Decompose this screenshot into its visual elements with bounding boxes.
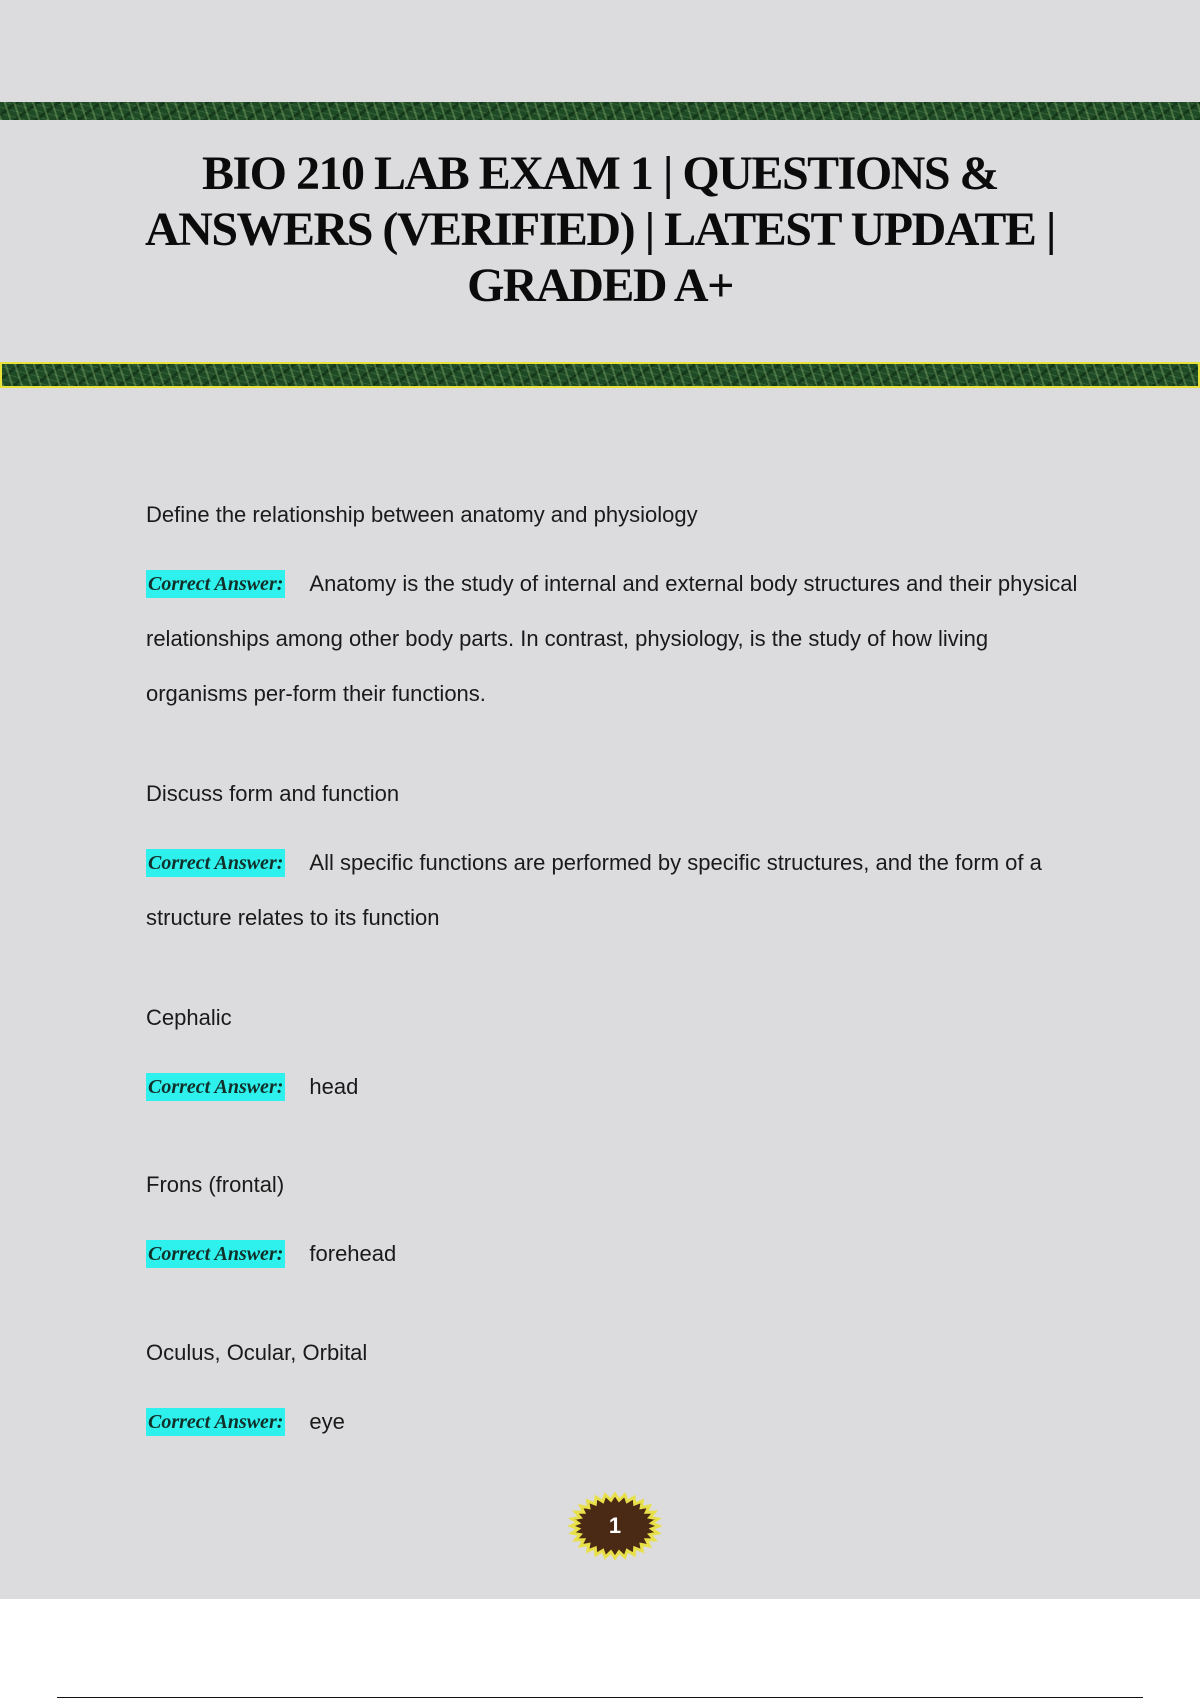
- answer-block: [146, 556, 1086, 721]
- qa-item: [146, 779, 1086, 945]
- answer-block: [146, 1226, 1086, 1281]
- answer-block: [146, 1059, 1086, 1114]
- document-title: BIO 210 LAB EXAM 1 | QUESTIONS & ANSWERS (VERIFIED) | LATEST UPDATE | GRADED A+: [145, 147, 1055, 312]
- answer-text: All specific functions are performed by specific structures, and the form of a structure relates to its function: [146, 850, 1042, 930]
- question-text: Define the relationship between anatomy and physiology: [146, 502, 698, 527]
- question-text: Frons (frontal): [146, 1172, 285, 1197]
- qa-item: [146, 1338, 1086, 1449]
- footer-rule: [57, 1697, 1143, 1698]
- answer-block: [146, 835, 1086, 945]
- page-number: 1: [608, 1513, 622, 1538]
- qa-item: [146, 1170, 1086, 1281]
- qa-item: [146, 500, 1086, 721]
- question-text: Discuss form and function: [146, 781, 400, 806]
- header-band-bottom: [2, 364, 1198, 386]
- correct-answer-tag: Correct Answer:: [146, 1408, 285, 1436]
- page-number-badge: [568, 1492, 662, 1560]
- correct-answer-tag: Correct Answer:: [146, 1240, 285, 1268]
- qa-item: [146, 1003, 1086, 1114]
- header-band-top: [0, 102, 1200, 120]
- correct-answer-tag: Correct Answer:: [146, 570, 285, 598]
- answer-text: forehead: [309, 1241, 397, 1266]
- answer-text: Anatomy is the study of internal and external body structures and their physical relationships among other body parts. In contrast, physiology, is the study of how living organisms per-form their functions.: [146, 571, 1078, 706]
- question-text: Cephalic: [146, 1005, 232, 1030]
- correct-answer-tag: Correct Answer:: [146, 1073, 285, 1101]
- answer-text: eye: [309, 1409, 345, 1434]
- answer-text: head: [309, 1074, 359, 1099]
- answer-block: [146, 1394, 1086, 1449]
- correct-answer-tag: Correct Answer:: [146, 849, 285, 877]
- question-text: Oculus, Ocular, Orbital: [146, 1340, 368, 1365]
